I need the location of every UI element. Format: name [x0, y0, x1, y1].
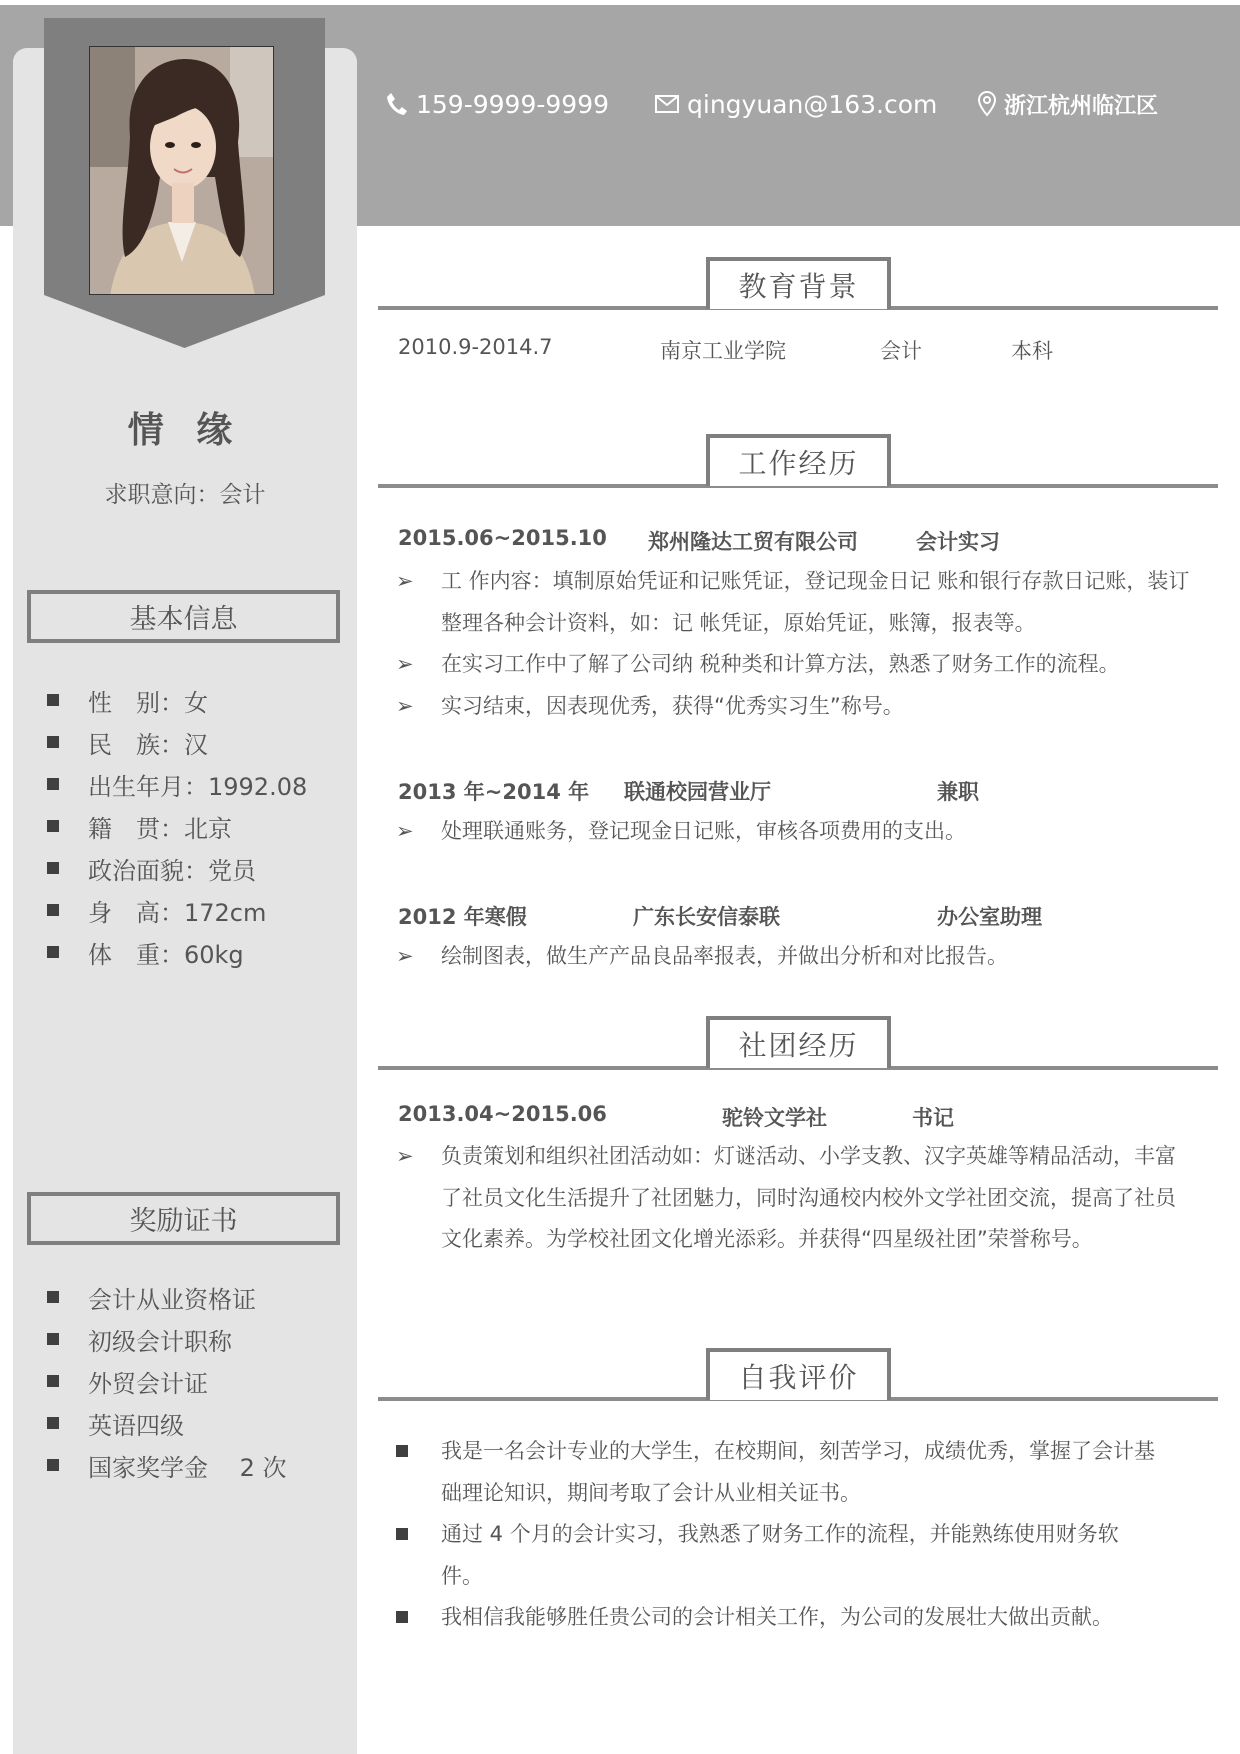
awards-heading: 奖励证书 — [27, 1192, 340, 1245]
email-address: qingyuan@163.com — [687, 89, 938, 119]
job-intent: 求职意向：会计 — [104, 482, 266, 508]
job-period: 2015.06~2015.10 — [398, 526, 607, 550]
list-item: 我相信我能够胜任贵公司的会计相关工作，为公司的发展壮大做出贡献。 — [396, 1597, 1156, 1639]
list-item: ➢ 绘制图表，做生产产品良品率报表，并做出分析和对比报告。 — [396, 936, 1196, 978]
job-role: 会计实习 — [916, 530, 1000, 554]
bullet-square-icon — [47, 1333, 59, 1345]
bullet-square-icon — [47, 1291, 59, 1303]
list-item: 籍 贯：北京 — [47, 805, 307, 847]
bullet-square-icon — [47, 1375, 59, 1387]
list-item: 体 重：60kg — [47, 931, 307, 973]
basic-info-heading: 基本信息 — [27, 590, 340, 643]
arrow-bullet-icon: ➢ — [396, 1144, 414, 1168]
list-item: 通过 4 个月的会计实习，我熟悉了财务工作的流程，并能熟练使用财务软件。 — [396, 1514, 1156, 1597]
list-item: 政治面貌：党员 — [47, 847, 307, 889]
arrow-bullet-icon: ➢ — [396, 652, 414, 676]
job-role: 办公室助理 — [937, 905, 1042, 929]
job-role: 兼职 — [937, 780, 979, 804]
bullet-square-icon — [47, 862, 59, 874]
list-item: 国家奖学金 2 次 — [47, 1444, 287, 1486]
arrow-bullet-icon: ➢ — [396, 569, 414, 593]
bullet-square-icon — [47, 1417, 59, 1429]
list-item: 民 族：汉 — [47, 721, 307, 763]
club-period: 2013.04~2015.06 — [398, 1102, 607, 1126]
location-pin-icon — [978, 91, 996, 117]
club-org: 驼铃文学社 — [722, 1106, 827, 1130]
education-heading: 教育背景 — [706, 257, 891, 309]
self-eval-heading: 自我评价 — [706, 1348, 891, 1400]
bullet-square-icon — [47, 904, 59, 916]
arrow-bullet-icon: ➢ — [396, 944, 414, 968]
list-item: 英语四级 — [47, 1402, 287, 1444]
list-item: 会计从业资格证 — [47, 1276, 287, 1318]
phone-icon — [386, 92, 408, 116]
location-text: 浙江杭州临江区 — [1004, 93, 1159, 119]
basic-info-list — [47, 679, 307, 973]
bullet-square-icon — [47, 1459, 59, 1471]
bullet-square-icon — [396, 1514, 441, 1597]
bullet-square-icon — [47, 736, 59, 748]
list-item: 我是一名会计专业的大学生，在校期间，刻苦学习，成绩优秀，掌握了会计基础理论知识，期间考取了会计从业相关证书。 — [396, 1431, 1156, 1514]
arrow-bullet-icon: ➢ — [396, 819, 414, 843]
bullet-square-icon — [396, 1431, 441, 1514]
bullet-square-icon — [396, 1597, 441, 1639]
work-heading: 工作经历 — [706, 434, 891, 486]
list-item: ➢ 处理联通账务，登记现金日记账，审核各项费用的支出。 — [396, 811, 1196, 853]
list-item: ➢ 在实习工作中了解了公司纳 税种类和计算方法，熟悉了财务工作的流程。 — [396, 644, 1196, 686]
list-item: 外贸会计证 — [47, 1360, 287, 1402]
awards-list — [47, 1276, 287, 1486]
location-contact — [978, 86, 1158, 122]
job-org: 联通校园营业厅 — [624, 780, 771, 804]
club-role: 书记 — [912, 1106, 954, 1130]
job-org: 广东长安信泰联 — [633, 905, 780, 929]
job-org: 郑州隆达工贸有限公司 — [648, 530, 858, 554]
phone-contact — [386, 86, 609, 122]
bullet-square-icon — [47, 778, 59, 790]
candidate-name: 情 缘 — [127, 410, 243, 451]
education-major: 会计 — [880, 339, 922, 363]
profile-photo — [89, 46, 274, 295]
club-heading: 社团经历 — [706, 1016, 891, 1068]
bullet-square-icon — [47, 820, 59, 832]
job-period: 2013 年~2014 年 — [398, 780, 590, 804]
bullet-square-icon — [47, 694, 59, 706]
phone-number: 159-9999-9999 — [416, 89, 610, 119]
education-period: 2010.9-2014.7 — [398, 335, 553, 359]
list-item: 初级会计职称 — [47, 1318, 287, 1360]
list-item: 身 高：172cm — [47, 889, 307, 931]
email-contact — [655, 86, 937, 122]
education-degree: 本科 — [1011, 339, 1053, 363]
list-item: ➢ 工 作内容：填制原始凭证和记账凭证，登记现金日记 账和银行存款日记账，装订整理各种会计资料，如：记 帐凭证，原始凭证，账簿，报表等。 — [396, 561, 1196, 644]
list-item: 性 别：女 — [47, 679, 307, 721]
list-item: ➢ 负责策划和组织社团活动如：灯谜活动、小学支教、汉字英雄等精品活动，丰富了社员文化生活提升了社团魅力，同时沟通校内校外文学社团交流，提高了社员文化素养。为学校社团文化增光添彩。并获得“四星级社团”荣誉称号。 — [396, 1136, 1196, 1261]
bullet-square-icon — [47, 946, 59, 958]
mail-icon — [655, 95, 679, 113]
list-item: 出生年月：1992.08 — [47, 763, 307, 805]
arrow-bullet-icon: ➢ — [396, 694, 414, 718]
list-item: ➢ 实习结束，因表现优秀，获得“优秀实习生”称号。 — [396, 686, 1196, 728]
education-school: 南京工业学院 — [660, 339, 786, 363]
job-period: 2012 年寒假 — [398, 905, 527, 929]
